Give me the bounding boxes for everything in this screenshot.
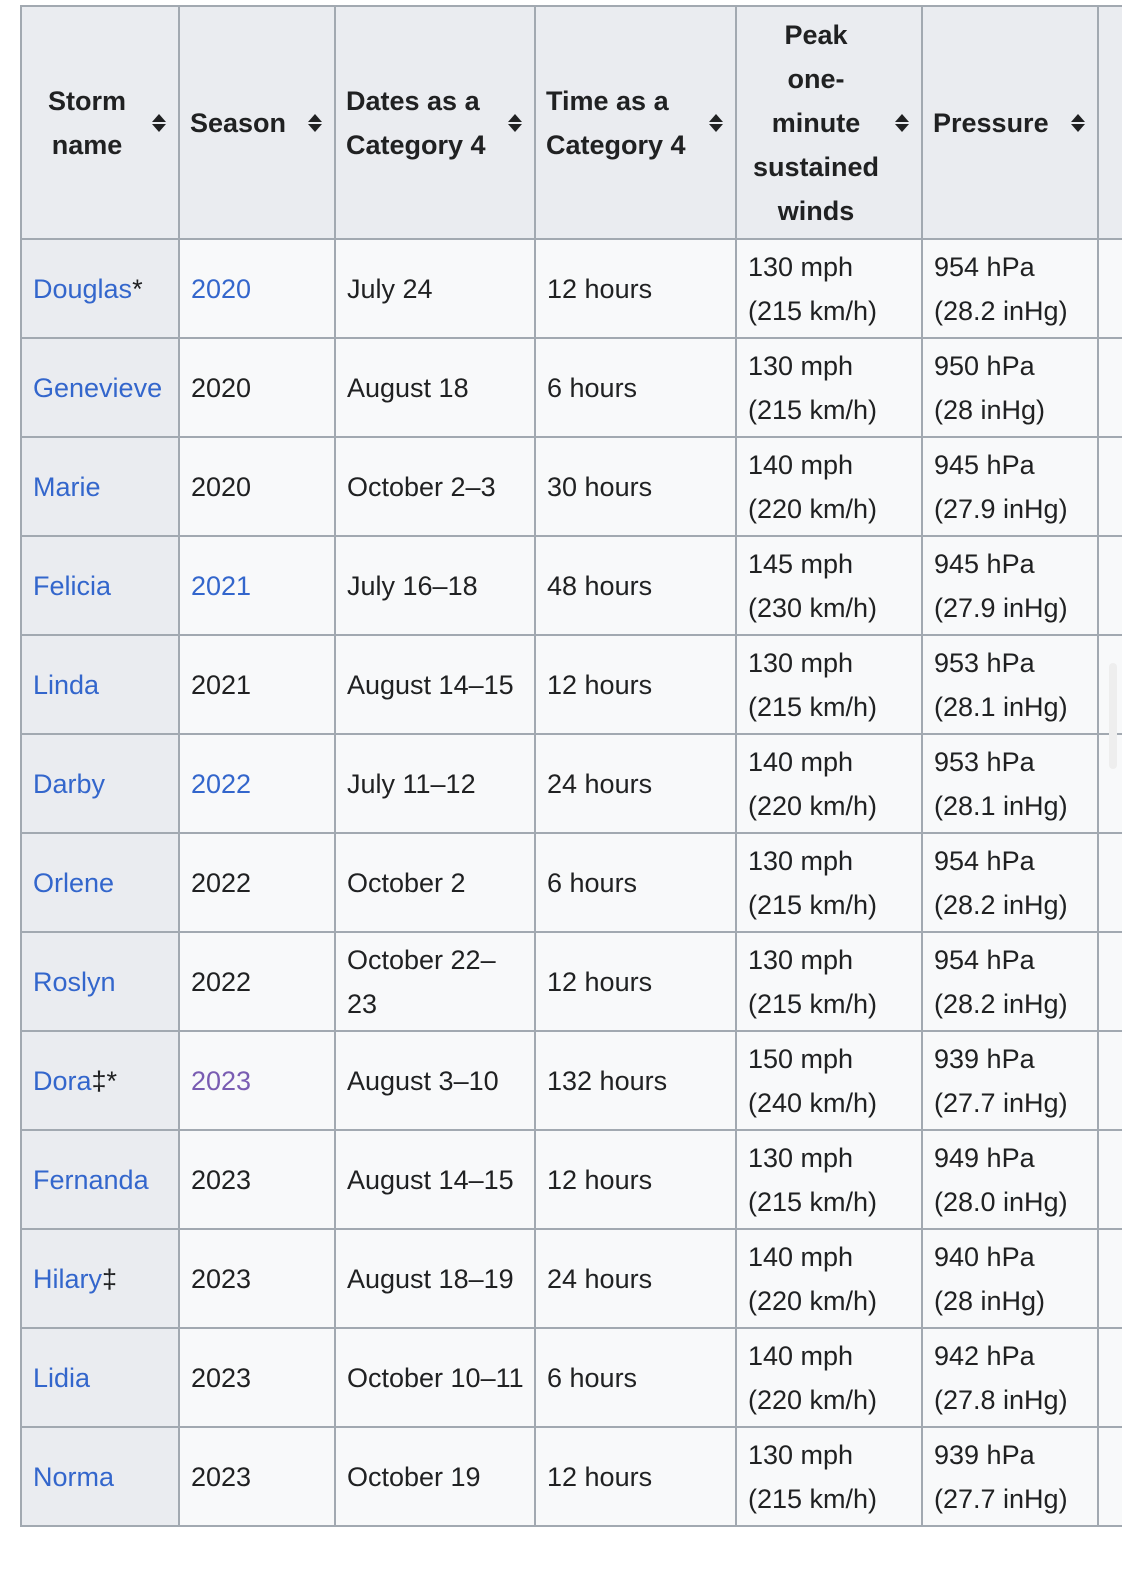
storm-footnote-mark: ‡* [91,1065,118,1096]
time-cell [535,932,736,1031]
pressure-cell [922,635,1098,734]
season-value: 2020 [191,471,252,502]
season-link[interactable]: 2021 [191,570,252,601]
overflow-cell [1098,1328,1122,1427]
dates-value: August 3–10 [347,1065,499,1096]
table-row [21,1031,1122,1130]
header-line: sustained [752,151,880,182]
dates-value: July 11–12 [347,768,476,799]
storm-name-cell [21,635,179,734]
pressure-cell [922,1427,1098,1526]
dates-value: October 19 [347,1461,481,1492]
pressure-hpa: 945 hPa [934,449,1035,480]
season-cell [179,437,335,536]
storm-name-link[interactable]: Orlene [33,867,115,898]
season-link[interactable]: 2022 [191,768,252,799]
header-row [21,6,1122,239]
winds-kmh: (215 km/h) [748,988,878,1019]
pressure-hpa: 954 hPa [934,251,1035,282]
pressure-cell [922,833,1098,932]
sort-arrows-icon[interactable] [707,114,725,132]
time-value: 6 hours [547,867,638,898]
pressure-hpa: 940 hPa [934,1241,1035,1272]
storm-name-cell [21,1427,179,1526]
pressure-hpa: 939 hPa [934,1043,1035,1074]
winds-kmh: (215 km/h) [748,394,878,425]
overflow-cell [1098,833,1122,932]
overflow-cell [1098,338,1122,437]
table-row [21,1229,1122,1328]
winds-cell [736,338,922,437]
header-line: Time as a [546,85,669,116]
overflow-cell [1098,239,1122,338]
storm-name-link[interactable]: Linda [33,669,100,700]
category-4-storms-table [20,5,1122,1527]
pressure-inhg: (27.8 inHg) [934,1384,1068,1415]
pressure-hpa: 953 hPa [934,746,1035,777]
pressure-hpa: 949 hPa [934,1142,1035,1173]
table-row [21,536,1122,635]
winds-kmh: (220 km/h) [748,1285,878,1316]
header-line: Season [190,107,287,138]
column-header-season[interactable] [179,6,335,239]
season-value: 2023 [191,1164,252,1195]
overflow-cell [1098,1031,1122,1130]
season-cell [179,1031,335,1130]
time-cell [535,833,736,932]
pressure-cell [922,437,1098,536]
time-cell [535,734,736,833]
winds-kmh: (215 km/h) [748,1483,878,1514]
column-header-label [32,79,142,167]
time-value: 24 hours [547,1263,653,1294]
season-cell [179,1427,335,1526]
pressure-cell [922,932,1098,1031]
pressure-hpa: 950 hPa [934,350,1035,381]
winds-mph: 145 mph [748,548,854,579]
storm-name-cell [21,536,179,635]
season-link[interactable]: 2020 [191,273,252,304]
storm-name-link[interactable]: Norma [33,1461,115,1492]
season-cell [179,635,335,734]
storm-name-cell [21,1229,179,1328]
winds-mph: 140 mph [748,746,854,777]
winds-kmh: (215 km/h) [748,295,878,326]
time-value: 132 hours [547,1065,668,1096]
season-cell [179,833,335,932]
pressure-hpa: 939 hPa [934,1439,1035,1470]
pressure-cell [922,1031,1098,1130]
season-value: 2023 [191,1362,252,1393]
column-header-label [933,101,1049,145]
header-line: Storm [47,85,126,116]
header-line: Dates as a [346,85,480,116]
winds-kmh: (230 km/h) [748,592,878,623]
winds-cell [736,635,922,734]
sort-arrows-icon[interactable] [1069,114,1087,132]
column-header-dates[interactable] [335,6,535,239]
pressure-cell [922,338,1098,437]
storm-name-link[interactable]: Roslyn [33,966,116,997]
pressure-hpa: 953 hPa [934,647,1035,678]
table-row [21,635,1122,734]
pressure-hpa: 942 hPa [934,1340,1035,1371]
storm-name-cell [21,932,179,1031]
table-viewport[interactable] [20,5,1122,1590]
winds-kmh: (220 km/h) [748,790,878,821]
time-value: 6 hours [547,372,638,403]
sort-arrows-icon[interactable] [150,114,168,132]
season-value: 2023 [191,1263,252,1294]
header-line: Category 4 [546,129,686,160]
storm-name-link[interactable]: Darby [33,768,106,799]
season-value: 2020 [191,372,252,403]
header-line: one- [787,63,845,94]
dates-value: August 14–15 [347,1164,514,1195]
dates-cell [335,239,535,338]
storm-name-cell [21,338,179,437]
table-row [21,1130,1122,1229]
pressure-hpa: 945 hPa [934,548,1035,579]
storm-footnote-mark: ‡ [102,1263,118,1294]
column-header-label [190,101,286,145]
sort-arrows-icon[interactable] [506,114,524,132]
table-row [21,932,1122,1031]
time-value: 12 hours [547,966,653,997]
time-value: 12 hours [547,273,653,304]
overflow-cell [1098,1130,1122,1229]
pressure-cell [922,734,1098,833]
season-link[interactable]: 2023 [191,1065,252,1096]
storm-name-cell [21,1031,179,1130]
winds-mph: 140 mph [748,1340,854,1371]
table-row [21,338,1122,437]
table-row [21,239,1122,338]
winds-cell [736,1427,922,1526]
winds-kmh: (220 km/h) [748,1384,878,1415]
overflow-cell [1098,1229,1122,1328]
dates-cell [335,437,535,536]
table-row [21,437,1122,536]
winds-cell [736,1229,922,1328]
season-value: 2021 [191,669,252,700]
storm-name-cell [21,833,179,932]
time-cell [535,635,736,734]
pressure-inhg: (28.1 inHg) [934,790,1068,821]
winds-mph: 140 mph [748,1241,854,1272]
winds-cell [736,437,922,536]
winds-mph: 130 mph [748,944,854,975]
winds-mph: 150 mph [748,1043,854,1074]
storm-name-link[interactable]: Lidia [33,1362,91,1393]
winds-mph: 130 mph [748,1439,854,1470]
winds-mph: 130 mph [748,647,854,678]
overflow-cell [1098,932,1122,1031]
pressure-inhg: (28.2 inHg) [934,988,1068,1019]
table-row [21,833,1122,932]
column-header-winds[interactable] [736,6,922,239]
dates-cell [335,833,535,932]
time-value: 12 hours [547,669,653,700]
pressure-inhg: (27.9 inHg) [934,592,1068,623]
table-row [21,1328,1122,1427]
storm-name-cell [21,239,179,338]
dates-value: August 18 [347,372,469,403]
pressure-inhg: (28.2 inHg) [934,889,1068,920]
table-body [21,239,1122,1526]
pressure-inhg: (28 inHg) [934,1285,1046,1316]
winds-cell [736,1031,922,1130]
pressure-hpa: 954 hPa [934,944,1035,975]
pressure-cell [922,536,1098,635]
header-line: name [51,129,123,160]
dates-cell [335,1031,535,1130]
column-header-label [546,79,686,167]
time-cell [535,1229,736,1328]
overflow-cell [1098,1427,1122,1526]
time-value: 6 hours [547,1362,638,1393]
pressure-inhg: (27.7 inHg) [934,1087,1068,1118]
time-value: 30 hours [547,471,653,502]
time-cell [535,437,736,536]
winds-cell [736,734,922,833]
winds-mph: 130 mph [748,350,854,381]
winds-cell [736,932,922,1031]
storm-name-link[interactable]: Felicia [33,570,112,601]
storm-name-cell [21,1130,179,1229]
dates-value: October 2 [347,867,466,898]
winds-mph: 130 mph [748,845,854,876]
time-cell [535,536,736,635]
season-value: 2022 [191,867,252,898]
column-header-pressure[interactable] [922,6,1098,239]
storm-name-link[interactable]: Genevieve [33,372,163,403]
dates-cell [335,1427,535,1526]
season-value: 2023 [191,1461,252,1492]
storm-name-cell [21,1328,179,1427]
dates-value: August 14–15 [347,669,514,700]
sort-arrows-icon[interactable] [893,114,911,132]
dates-cell [335,1130,535,1229]
pressure-cell [922,1130,1098,1229]
dates-cell [335,1229,535,1328]
header-line: Peak [784,19,848,50]
time-value: 12 hours [547,1164,653,1195]
season-value: 2022 [191,966,252,997]
storm-name-cell [21,734,179,833]
dates-cell [335,635,535,734]
winds-kmh: (215 km/h) [748,1186,878,1217]
storm-name-link[interactable]: Dora [33,1065,92,1096]
season-cell [179,1229,335,1328]
winds-mph: 130 mph [748,1142,854,1173]
header-line: minute [771,107,861,138]
dates-value: October 2–3 [347,471,496,502]
pressure-inhg: (28.0 inHg) [934,1186,1068,1217]
pressure-hpa: 954 hPa [934,845,1035,876]
winds-cell [736,536,922,635]
column-header-time[interactable] [535,6,736,239]
season-cell [179,338,335,437]
time-value: 48 hours [547,570,653,601]
storm-name-link[interactable]: Fernanda [33,1164,149,1195]
season-cell [179,1130,335,1229]
winds-kmh: (240 km/h) [748,1087,878,1118]
column-header-label [346,79,486,167]
time-value: 12 hours [547,1461,653,1492]
season-cell [179,734,335,833]
storm-name-link[interactable]: Marie [33,471,101,502]
column-header-label [747,13,885,233]
dates-value: August 18–19 [347,1263,514,1294]
dates-cell [335,338,535,437]
pressure-cell [922,239,1098,338]
pressure-cell [922,1229,1098,1328]
header-line: Pressure [933,107,1049,138]
dates-value: October 10–11 [347,1362,524,1393]
time-cell [535,1328,736,1427]
dates-value: October 22–23 [347,944,496,1019]
pressure-inhg: (27.7 inHg) [934,1483,1068,1514]
winds-cell [736,239,922,338]
winds-cell [736,1328,922,1427]
winds-kmh: (215 km/h) [748,691,878,722]
time-cell [535,239,736,338]
storm-footnote-mark: * [132,273,143,304]
column-header-overflow [1098,6,1122,239]
winds-mph: 130 mph [748,251,854,282]
dates-value: July 16–18 [347,570,478,601]
dates-cell [335,734,535,833]
overflow-cell [1098,437,1122,536]
winds-mph: 140 mph [748,449,854,480]
time-cell [535,338,736,437]
table-row [21,1427,1122,1526]
storm-name-cell [21,437,179,536]
winds-kmh: (220 km/h) [748,493,878,524]
pressure-cell [922,1328,1098,1427]
season-cell [179,536,335,635]
column-header-storm-name[interactable] [21,6,179,239]
winds-cell [736,1130,922,1229]
time-cell [535,1130,736,1229]
dates-cell [335,932,535,1031]
winds-cell [736,833,922,932]
season-cell [179,239,335,338]
sort-arrows-icon[interactable] [306,114,324,132]
header-line: Category 4 [346,129,486,160]
pressure-inhg: (27.9 inHg) [934,493,1068,524]
winds-kmh: (215 km/h) [748,889,878,920]
overflow-cell [1098,536,1122,635]
dates-cell [335,536,535,635]
time-cell [535,1427,736,1526]
horizontal-scrollbar-thumb[interactable] [1109,663,1117,769]
season-cell [179,932,335,1031]
season-cell [179,1328,335,1427]
header-line: winds [777,195,855,226]
dates-cell [335,1328,535,1427]
storm-name-link[interactable]: Douglas [33,273,133,304]
time-value: 24 hours [547,768,653,799]
pressure-inhg: (28.1 inHg) [934,691,1068,722]
storm-name-link[interactable]: Hilary [33,1263,103,1294]
table-row [21,734,1122,833]
dates-value: July 24 [347,273,433,304]
time-cell [535,1031,736,1130]
pressure-inhg: (28.2 inHg) [934,295,1068,326]
pressure-inhg: (28 inHg) [934,394,1046,425]
